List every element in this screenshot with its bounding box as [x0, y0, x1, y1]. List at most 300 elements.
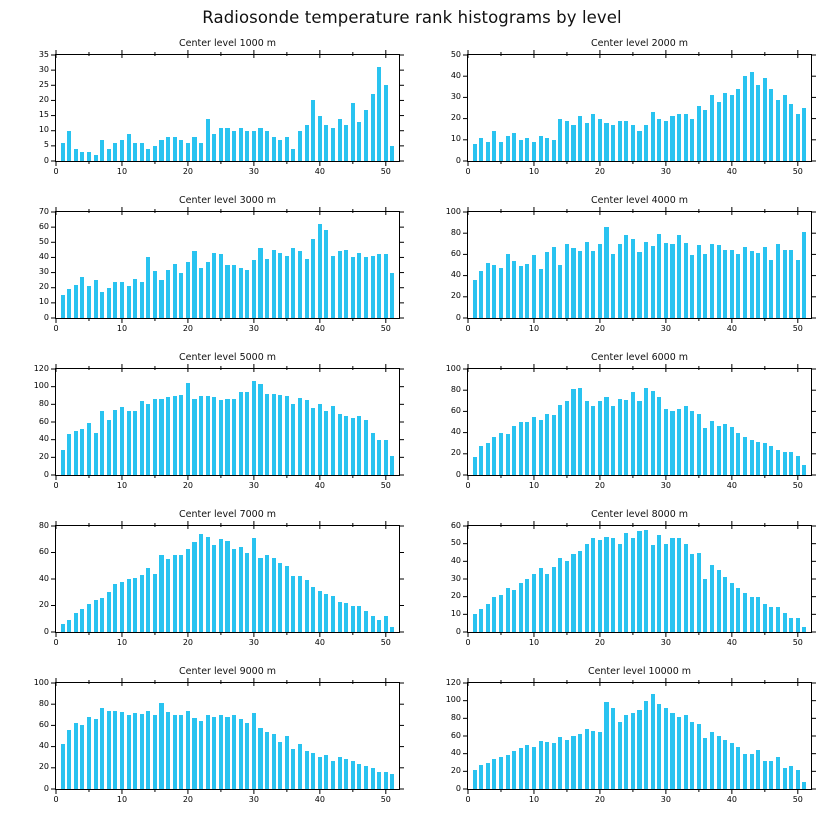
bar [664, 243, 668, 318]
bar [677, 538, 681, 632]
y-tick-label: 60 [38, 719, 49, 729]
bar [87, 152, 91, 161]
bar [473, 770, 477, 789]
bar [153, 574, 157, 632]
bar [802, 108, 806, 161]
bar [499, 433, 503, 475]
bar [670, 411, 674, 475]
bar [331, 761, 335, 789]
bar [166, 712, 170, 789]
bar [74, 613, 78, 632]
y-tick-label: 50 [450, 49, 461, 59]
bar [67, 434, 71, 475]
bar [324, 755, 328, 789]
bar [179, 140, 183, 161]
bar [186, 383, 190, 475]
bar [492, 131, 496, 161]
bar [120, 282, 124, 318]
bar [651, 391, 655, 475]
bar [278, 253, 282, 318]
bar [384, 85, 388, 161]
bar [677, 114, 681, 161]
bar [74, 149, 78, 161]
x-tick-label: 10 [116, 167, 128, 176]
bar [631, 239, 635, 319]
bar [486, 263, 490, 318]
x-tick-label: 50 [792, 481, 803, 490]
bar [133, 143, 137, 161]
bar [61, 295, 65, 318]
bar [604, 397, 608, 475]
y-tick-label: 20 [38, 600, 49, 609]
bar [225, 541, 229, 632]
bar [357, 606, 361, 633]
x-tick-label: 50 [380, 638, 391, 647]
bar [173, 715, 177, 789]
bar [206, 262, 210, 318]
x-tick-label: 10 [528, 167, 540, 176]
panel-title: Center level 2000 m [590, 38, 689, 49]
bar [736, 254, 740, 318]
x-tick-label: 30 [248, 167, 259, 176]
bar [783, 768, 787, 789]
bar [166, 397, 170, 475]
bar [357, 764, 361, 789]
y-tick-label: 0 [43, 155, 49, 165]
bar [351, 103, 355, 161]
bar [486, 604, 490, 632]
bar [565, 401, 569, 475]
bar [318, 404, 322, 475]
bar [67, 131, 71, 161]
bar [120, 140, 124, 161]
bar [239, 719, 243, 789]
y-tick-label: 10 [450, 134, 461, 144]
bar [298, 251, 302, 318]
bar [364, 257, 368, 318]
plot-area [467, 525, 812, 633]
bar [245, 131, 249, 161]
x-tick-label: 40 [314, 167, 325, 176]
bar [351, 606, 355, 633]
bar-series [56, 55, 399, 161]
bar [272, 394, 276, 475]
bar [473, 280, 477, 318]
bar [331, 256, 335, 318]
y-tick-label: 40 [38, 434, 49, 444]
bar [219, 254, 223, 318]
bar [212, 253, 216, 318]
bar [232, 399, 236, 475]
bar [245, 270, 249, 318]
bar [318, 757, 322, 789]
bar [697, 245, 701, 318]
bar [618, 722, 622, 789]
bar [730, 427, 734, 475]
bar [730, 743, 734, 789]
bar [670, 116, 674, 161]
bar [736, 89, 740, 161]
bar [113, 711, 117, 789]
bar [750, 72, 754, 161]
bar [644, 388, 648, 475]
bar [512, 426, 516, 475]
bar [611, 125, 615, 161]
bar [305, 580, 309, 632]
bar [525, 745, 529, 789]
bar [571, 736, 575, 789]
bar [644, 125, 648, 161]
y-tick-label: 40 [450, 555, 461, 565]
bar [390, 774, 394, 789]
bar [384, 440, 388, 475]
y-tick-label: 15 [38, 110, 49, 120]
bar [107, 592, 111, 632]
bar [173, 555, 177, 632]
bar [371, 616, 375, 632]
x-tick-label: 10 [116, 638, 128, 647]
bar [545, 742, 549, 789]
bar [710, 732, 714, 789]
bar [245, 392, 249, 475]
bar [769, 89, 773, 161]
bar [545, 414, 549, 475]
y-tick-label: 20 [450, 765, 461, 775]
bar [173, 396, 177, 476]
bar [750, 754, 754, 789]
bar [486, 763, 490, 790]
bar [631, 125, 635, 161]
bar [371, 256, 375, 318]
bar [697, 553, 701, 633]
bar [611, 254, 615, 318]
bar [61, 143, 65, 161]
bar [637, 710, 641, 790]
bar [585, 242, 589, 318]
bar [305, 751, 309, 789]
bar [578, 551, 582, 632]
bar [311, 753, 315, 789]
bar [677, 409, 681, 475]
bar [697, 106, 701, 161]
x-tick-label: 0 [53, 324, 59, 333]
bar [252, 713, 256, 789]
bar [532, 747, 536, 789]
bar [486, 443, 490, 475]
y-tick-label: 120 [445, 677, 461, 687]
bar [591, 251, 595, 318]
bar [618, 121, 622, 161]
bar [113, 584, 117, 632]
bar [153, 715, 157, 789]
bar [192, 718, 196, 789]
bar [258, 384, 262, 475]
y-tick-label: 0 [43, 469, 49, 479]
bar [80, 277, 84, 318]
y-tick-label: 60 [450, 248, 461, 258]
bar [120, 712, 124, 789]
chart-panel [0, 666, 412, 823]
bar [192, 399, 196, 475]
bar [371, 433, 375, 475]
y-tick-label: 20 [450, 448, 461, 458]
plot-area [467, 211, 812, 319]
y-tick-label: 70 [38, 206, 49, 216]
bar [239, 128, 243, 161]
panel-title: Center level 4000 m [590, 195, 689, 206]
bar [285, 566, 289, 632]
x-tick-label: 20 [182, 481, 194, 490]
bar [331, 406, 335, 475]
bar [206, 119, 210, 161]
bar [225, 717, 229, 789]
y-tick-label: 0 [455, 626, 461, 636]
bar [769, 607, 773, 632]
bar [159, 555, 163, 632]
bar [690, 722, 694, 789]
bar [305, 125, 309, 161]
x-tick-label: 50 [380, 167, 391, 176]
panel-title: Center level 6000 m [590, 352, 689, 363]
bar [677, 717, 681, 789]
bar [140, 714, 144, 789]
bar [252, 381, 256, 475]
bar [525, 264, 529, 318]
bar [318, 591, 322, 632]
bar [690, 255, 694, 318]
bar [558, 558, 562, 632]
bar [265, 394, 269, 475]
bar [664, 409, 668, 475]
x-tick-label: 30 [660, 167, 671, 176]
bar [591, 114, 595, 161]
bar [61, 624, 65, 632]
bar [225, 399, 229, 475]
bar [736, 747, 740, 789]
bar [558, 405, 562, 475]
x-tick-label: 50 [380, 324, 391, 333]
bar [763, 761, 767, 789]
bar [74, 285, 78, 318]
bar [179, 555, 183, 632]
y-tick-label: 80 [450, 384, 461, 394]
x-tick-label: 40 [726, 481, 737, 490]
bar [199, 534, 203, 632]
x-tick-label: 40 [726, 795, 737, 804]
bar [604, 702, 608, 789]
bar [717, 570, 721, 632]
x-tick-label: 10 [116, 481, 128, 490]
bar-series [468, 526, 811, 632]
bar [624, 715, 628, 789]
bar [539, 420, 543, 475]
bar [384, 772, 388, 789]
x-tick-label: 10 [116, 795, 128, 804]
bar [730, 95, 734, 161]
y-tick-label: 60 [38, 416, 49, 426]
bar [100, 598, 104, 632]
x-tick-label: 0 [465, 638, 471, 647]
bar [133, 279, 137, 318]
bar [324, 230, 328, 318]
bar [338, 414, 342, 475]
bar [80, 725, 84, 789]
bar [618, 544, 622, 632]
bar [598, 732, 602, 789]
bar [552, 247, 556, 318]
bar [637, 401, 641, 475]
bar [684, 544, 688, 632]
x-tick-label: 40 [726, 324, 737, 333]
bar [565, 740, 569, 789]
x-tick-label: 10 [528, 481, 540, 490]
bar [61, 450, 65, 475]
bar [258, 728, 262, 789]
bar [670, 244, 674, 318]
bar [384, 616, 388, 632]
bar [245, 723, 249, 789]
bar [624, 533, 628, 632]
chart-panel [0, 509, 412, 666]
bar [80, 609, 84, 632]
x-tick-label: 20 [182, 167, 194, 176]
bar [94, 600, 98, 632]
bar [637, 131, 641, 161]
bar [684, 406, 688, 475]
x-tick-label: 20 [594, 167, 606, 176]
y-tick-label: 30 [450, 573, 461, 583]
bar [344, 603, 348, 632]
bar [710, 421, 714, 475]
bar [159, 703, 163, 789]
x-tick-label: 20 [594, 795, 606, 804]
bar [585, 544, 589, 632]
bar [377, 440, 381, 475]
x-tick-label: 50 [380, 481, 391, 490]
y-tick-label: 0 [455, 469, 461, 479]
chart-panel [412, 38, 824, 195]
bar [159, 280, 163, 318]
bar [298, 744, 302, 789]
bar [565, 561, 569, 632]
bar [796, 618, 800, 632]
panel-title: Center level 7000 m [178, 509, 277, 520]
y-tick-label: 0 [455, 155, 461, 165]
bar [697, 724, 701, 789]
bar [499, 268, 503, 318]
bar [512, 590, 516, 632]
bar [506, 254, 510, 318]
bar [153, 271, 157, 318]
bar [631, 538, 635, 632]
bar [377, 772, 381, 789]
bar [552, 743, 556, 789]
bar [710, 565, 714, 632]
bar [717, 736, 721, 789]
bar [703, 254, 707, 318]
bar [789, 250, 793, 318]
bar [364, 766, 368, 789]
bar [479, 446, 483, 475]
bar [338, 119, 342, 161]
bar [371, 94, 375, 161]
bar [802, 232, 806, 318]
y-tick-label: 20 [450, 113, 461, 123]
x-tick-label: 20 [182, 638, 194, 647]
bar [377, 620, 381, 632]
bar [519, 583, 523, 632]
bar [173, 137, 177, 161]
x-tick-label: 40 [726, 167, 737, 176]
bar [479, 271, 483, 318]
bar [219, 539, 223, 632]
bar [571, 389, 575, 475]
bar [565, 121, 569, 161]
y-tick-label: 20 [450, 591, 461, 601]
bar [525, 422, 529, 475]
bar [225, 265, 229, 318]
bar [717, 245, 721, 318]
y-tick-label: 100 [445, 363, 461, 373]
bar [153, 146, 157, 161]
bar [723, 577, 727, 632]
bar [192, 137, 196, 161]
bar [637, 252, 641, 318]
bar [519, 266, 523, 318]
bar [783, 95, 787, 161]
bar [796, 770, 800, 789]
bar [585, 123, 589, 161]
bar [146, 404, 150, 475]
chart-panel [412, 352, 824, 509]
bar [107, 149, 111, 161]
bar [703, 428, 707, 475]
bar [252, 131, 256, 161]
bar [558, 119, 562, 161]
y-tick-label: 40 [450, 70, 461, 80]
bar [519, 422, 523, 475]
chart-panel [412, 509, 824, 666]
bar [107, 288, 111, 318]
bar [736, 433, 740, 475]
bar [604, 227, 608, 318]
bar [107, 420, 111, 475]
bar [258, 248, 262, 318]
y-tick-label: 100 [33, 381, 49, 391]
y-tick-label: 40 [38, 251, 49, 261]
chart-panel [412, 666, 824, 823]
bar [384, 254, 388, 318]
bar [344, 759, 348, 789]
bar [624, 235, 628, 318]
bar [298, 576, 302, 632]
bar [578, 388, 582, 475]
bar [120, 582, 124, 632]
bar [186, 262, 190, 318]
bar [506, 136, 510, 161]
bar [677, 235, 681, 318]
bar [351, 257, 355, 318]
bar [519, 748, 523, 789]
bar [94, 155, 98, 161]
bar [558, 265, 562, 318]
bar [783, 613, 787, 632]
x-tick-label: 30 [248, 481, 259, 490]
bar [146, 711, 150, 789]
bar [578, 251, 582, 318]
x-tick-label: 30 [660, 324, 671, 333]
bar [179, 273, 183, 318]
